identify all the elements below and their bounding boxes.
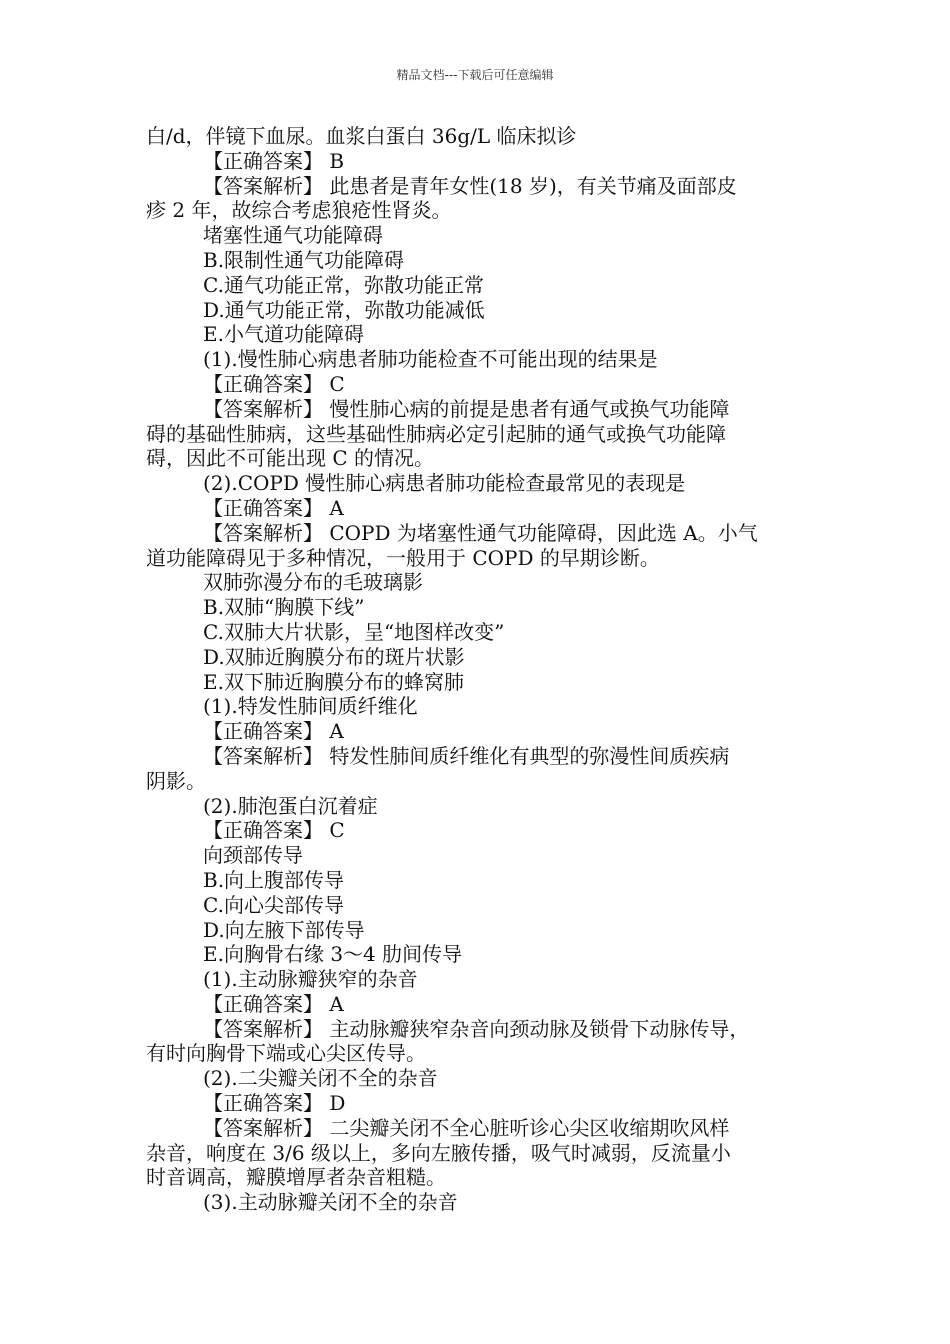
text-line: (1).特发性肺间质纤维化 xyxy=(203,694,418,719)
document-body xyxy=(146,124,816,1215)
text-line: 疹 2 年，故综合考虑狼疮性肾炎。 xyxy=(146,198,452,223)
text-line: 【正确答案】 D xyxy=(203,1091,346,1116)
text-line: 碍的基础性肺病，这些基础性肺病必定引起肺的通气或换气功能障 xyxy=(146,421,726,446)
text-line: C.向心尖部传导 xyxy=(203,892,344,917)
text-line: (3).主动脉瓣关闭不全的杂音 xyxy=(203,1190,458,1215)
text-line: (2).二尖瓣关闭不全的杂音 xyxy=(203,1066,438,1091)
text-line: (1).主动脉瓣狭窄的杂音 xyxy=(203,967,418,992)
text-line: 时音调高，瓣膜增厚者杂音粗糙。 xyxy=(146,1165,446,1190)
text-line: (2).肺泡蛋白沉着症 xyxy=(203,793,378,818)
text-line: 【答案解析】 主动脉瓣狭窄杂音向颈动脉及锁骨下动脉传导， xyxy=(203,1016,750,1041)
text-line: 阴影。 xyxy=(146,768,206,793)
text-line: 碍，因此不可能出现 C 的情况。 xyxy=(146,446,435,471)
text-line: 【正确答案】 A xyxy=(203,719,344,744)
text-line: E.小气道功能障碍 xyxy=(203,322,364,347)
text-line: 【正确答案】 A xyxy=(203,991,344,1016)
text-line: 【正确答案】 C xyxy=(203,818,345,843)
text-line: 【正确答案】 B xyxy=(203,148,345,173)
text-line: 【答案解析】 COPD 为堵塞性通气功能障碍，因此选 A。小气 xyxy=(203,520,758,545)
text-line: 双肺弥漫分布的毛玻璃影 xyxy=(203,570,423,595)
text-line: 有时向胸骨下端或心尖区传导。 xyxy=(146,1041,426,1066)
text-line: E.向胸骨右缘 3～4 肋间传导 xyxy=(203,942,463,967)
text-line: E.双下肺近胸膜分布的蜂窝肺 xyxy=(203,669,464,694)
text-line: B.双肺“胸膜下线” xyxy=(203,595,365,620)
text-line: B.限制性通气功能障碍 xyxy=(203,247,405,272)
text-line: 【答案解析】 此患者是青年女性(18 岁)，有关节痛及面部皮 xyxy=(203,173,737,198)
text-line: C.通气功能正常，弥散功能正常 xyxy=(203,272,484,297)
text-line: D.通气功能正常，弥散功能减低 xyxy=(203,297,485,322)
text-line: 【答案解析】 特发性肺间质纤维化有典型的弥漫性间质疾病 xyxy=(203,743,730,768)
text-line: D.向左腋下部传导 xyxy=(203,917,365,942)
page-header: 精品文档---下载后可任意编辑 xyxy=(396,68,554,82)
text-line: C.双肺大片状影，呈“地图样改变” xyxy=(203,619,505,644)
text-line: 【正确答案】 C xyxy=(203,371,345,396)
text-line: (2).COPD 慢性肺心病患者肺功能检查最常见的表现是 xyxy=(203,471,686,496)
text-line: 【答案解析】 慢性肺心病的前提是患者有通气或换气功能障 xyxy=(203,396,730,421)
text-line: 堵塞性通气功能障碍 xyxy=(203,223,383,248)
text-line: (1).慢性肺心病患者肺功能检查不可能出现的结果是 xyxy=(203,347,658,372)
text-line: 道功能障碍见于多种情况，一般用于 COPD 的早期诊断。 xyxy=(146,545,660,570)
text-line: B.向上腹部传导 xyxy=(203,867,345,892)
text-line: 白/d，伴镜下血尿。血浆白蛋白 36g/L 临床拟诊 xyxy=(146,124,577,148)
text-line: D.双肺近胸膜分布的斑片状影 xyxy=(203,644,465,669)
text-line: 【正确答案】 A xyxy=(203,495,344,520)
text-line: 【答案解析】 二尖瓣关闭不全心脏听诊心尖区收缩期吹风样 xyxy=(203,1115,730,1140)
text-line: 杂音，响度在 3/6 级以上，多向左腋传播，吸气时减弱，反流量小 xyxy=(146,1140,731,1165)
text-line: 向颈部传导 xyxy=(203,843,303,868)
